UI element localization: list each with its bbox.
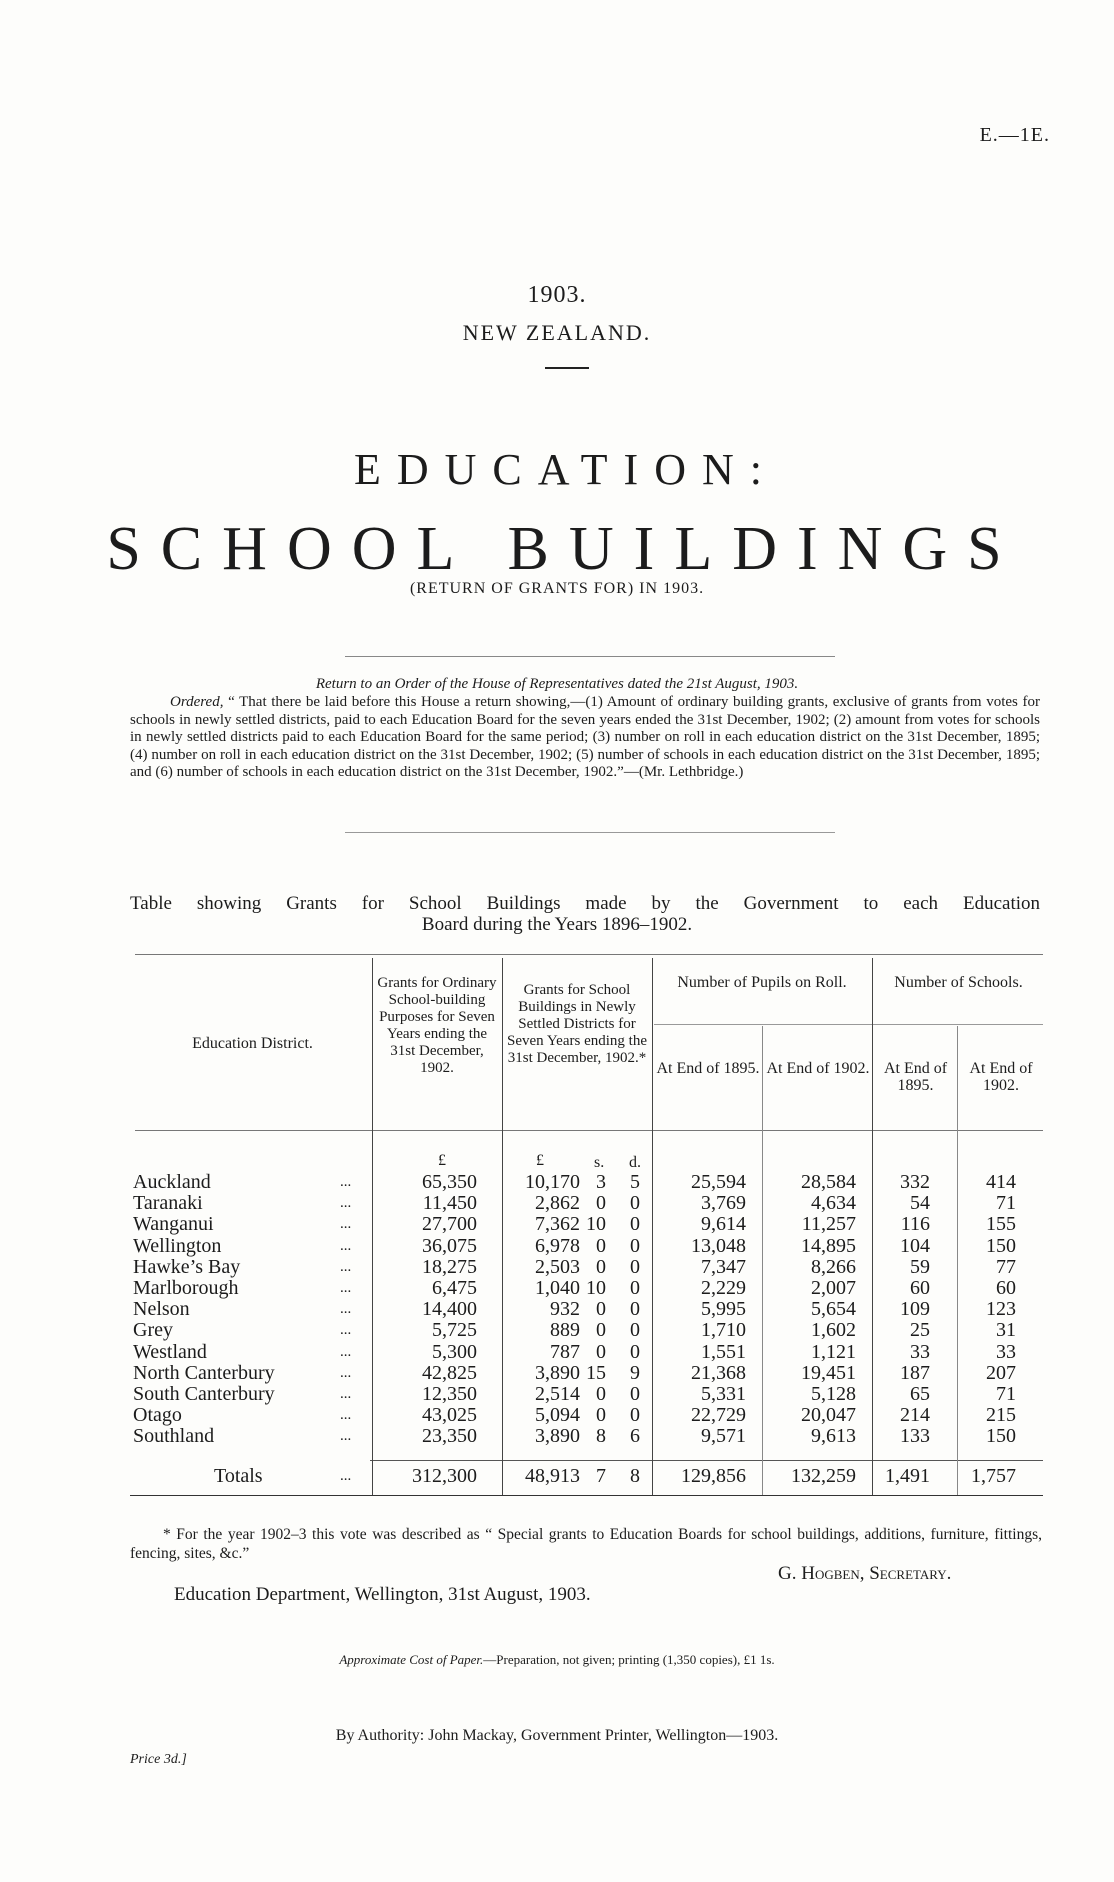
cost-line — [0, 1652, 1114, 1668]
total-ordinary: 312,300 — [412, 1465, 477, 1487]
cell-pounds: 5,094 — [535, 1404, 580, 1427]
cell-s1895: 133 — [900, 1425, 930, 1448]
cell-p1902: 4,634 — [811, 1192, 856, 1215]
row-district: Nelson — [133, 1298, 190, 1321]
row-district: Southland — [133, 1425, 215, 1448]
cell-p1902: 14,895 — [801, 1234, 856, 1257]
ordered-label: Ordered, — [170, 694, 224, 710]
header-schools-1895: At End of 1895. — [883, 1060, 948, 1094]
cell-d: 0 — [630, 1277, 640, 1299]
row-district: Hawke’s Bay — [133, 1255, 241, 1278]
cell-p1895: 3,769 — [701, 1192, 746, 1215]
row-leader-dots: ... — [340, 1407, 352, 1424]
cell-d: 0 — [630, 1340, 640, 1363]
cell-ordinary: 65,350 — [422, 1171, 477, 1193]
unit-pound-1: £ — [438, 1152, 446, 1169]
cell-p1895: 5,995 — [701, 1298, 746, 1321]
ordered-paragraph — [130, 694, 1040, 782]
header-sub-rule — [654, 1024, 1043, 1025]
cell-p1895: 13,048 — [691, 1234, 746, 1257]
row-leader-dots: ... — [340, 1386, 352, 1402]
total-s: 7 — [596, 1465, 606, 1487]
cell-ordinary: 43,025 — [422, 1404, 477, 1427]
subtitle: (RETURN OF GRANTS FOR) IN 1903. — [409, 580, 705, 597]
header-schools: Number of Schools. — [894, 974, 1023, 991]
cell-d: 5 — [630, 1171, 640, 1193]
cell-s1895: 33 — [910, 1340, 930, 1363]
cell-ordinary: 5,725 — [432, 1319, 477, 1342]
cell-p1902: 8,266 — [811, 1255, 856, 1278]
table-title-line1: Table showing Grants for School Buildings made by the Government to each Education — [130, 893, 1040, 914]
header-pupils-1895: At End of 1895. — [656, 1060, 760, 1077]
cell-p1902: 1,121 — [811, 1340, 856, 1363]
cell-pounds: 2,514 — [535, 1383, 580, 1405]
cell-d: 0 — [630, 1213, 640, 1236]
footnote: * For the year 1902–3 this vote was described as “ Special grants to Education Boards for school buildings, additions, furniture, fittings, fencing, sites, &c.” — [130, 1526, 1042, 1562]
cell-ordinary: 18,275 — [422, 1255, 477, 1278]
header-pupils-1902: At End of 1902. — [766, 1060, 870, 1077]
cell-s: 0 — [596, 1298, 606, 1321]
cell-s: 8 — [596, 1425, 606, 1448]
totals-leader-dots: ... — [340, 1468, 352, 1484]
cell-p1895: 9,614 — [701, 1213, 746, 1236]
header-ordinary: Grants for Ordinary School-building Purposes for Seven Years ending the 31st December, 1902. — [377, 975, 497, 1076]
cell-pounds: 2,862 — [535, 1192, 580, 1215]
cell-s1902: 123 — [986, 1298, 1016, 1321]
row-district: Wellington — [133, 1234, 222, 1257]
cell-d: 0 — [630, 1192, 640, 1215]
row-district: North Canterbury — [133, 1361, 275, 1384]
cell-s: 10 — [586, 1213, 606, 1236]
divider-rule-2 — [345, 832, 835, 833]
cell-s1902: 60 — [996, 1277, 1016, 1299]
cell-s1902: 77 — [996, 1255, 1016, 1278]
cell-s1902: 215 — [986, 1404, 1016, 1427]
title-school-buildings: SCHOOL BUILDINGS — [106, 515, 1022, 583]
cell-ordinary: 6,475 — [432, 1277, 477, 1299]
totals-top-rule — [370, 1460, 1043, 1461]
divider-rule — [345, 656, 835, 657]
cell-p1895: 1,551 — [701, 1340, 746, 1363]
cell-d: 9 — [630, 1361, 640, 1384]
ordered-text: “ That there be laid before this House a return showing,—(1) Amount of ordinary building grants, exclusive of grants from votes for schools in newly settled districts, paid to each Education Board for the seven years ended the 31st December, 1902; (2) amount from votes for schools in newly settled districts paid to each Education Board for the same period; (3) number on roll in each education district on the 31st December, 1895; (4) number on roll in each education district on the 31st December, 1902; (5) number of schools in each education district on the 31st December, 1895; and (6) number of schools in each education district on the 31st December, 1902.”—(Mr. Lethbridge.) — [130, 694, 1041, 780]
total-pounds: 48,913 — [525, 1465, 580, 1487]
cell-d: 0 — [630, 1319, 640, 1342]
total-d: 8 — [630, 1465, 640, 1487]
cell-s1895: 104 — [900, 1234, 930, 1257]
cell-p1902: 11,257 — [801, 1213, 856, 1236]
cell-s1895: 65 — [910, 1383, 930, 1405]
header-pupils: Number of Pupils on Roll. — [677, 974, 847, 991]
unit-pence: d. — [629, 1154, 641, 1171]
cell-p1895: 5,331 — [701, 1383, 746, 1405]
cell-pounds: 2,503 — [535, 1255, 580, 1278]
cell-pounds: 1,040 — [535, 1277, 580, 1299]
cell-pounds: 3,890 — [535, 1425, 580, 1448]
cell-s1895: 109 — [900, 1298, 930, 1321]
year: 1903. — [527, 282, 587, 308]
cell-p1902: 20,047 — [801, 1404, 856, 1427]
cell-p1895: 7,347 — [701, 1255, 746, 1278]
cell-pounds: 3,890 — [535, 1361, 580, 1384]
cell-s1895: 332 — [900, 1171, 930, 1193]
cell-s1902: 33 — [996, 1340, 1016, 1363]
cell-ordinary: 11,450 — [422, 1192, 477, 1215]
row-leader-dots: ... — [340, 1343, 352, 1360]
cell-ordinary: 14,400 — [422, 1298, 477, 1321]
cell-p1902: 2,007 — [811, 1277, 856, 1299]
cell-s1895: 116 — [900, 1213, 930, 1236]
cell-s1895: 60 — [910, 1277, 930, 1299]
cell-p1895: 1,710 — [701, 1319, 746, 1342]
row-district: Grey — [133, 1319, 173, 1342]
cell-s: 0 — [596, 1340, 606, 1363]
cell-pounds: 6,978 — [535, 1234, 580, 1257]
total-p1895: 129,856 — [681, 1465, 746, 1487]
totals-bottom-rule — [130, 1495, 1043, 1496]
cell-p1902: 19,451 — [801, 1361, 856, 1384]
col-divider-1 — [372, 958, 373, 1495]
cell-d: 6 — [630, 1425, 640, 1448]
cell-p1895: 22,729 — [691, 1404, 746, 1427]
cell-p1895: 25,594 — [691, 1171, 746, 1193]
cell-s1895: 25 — [910, 1319, 930, 1342]
department-line: Education Department, Wellington, 31st August, 1903. — [174, 1584, 591, 1605]
cell-s1902: 150 — [986, 1425, 1016, 1448]
cell-d: 0 — [630, 1298, 640, 1321]
cell-s: 3 — [596, 1171, 606, 1193]
cell-s: 0 — [596, 1192, 606, 1215]
cell-pounds: 932 — [550, 1298, 580, 1321]
cost-label: Approximate Cost of Paper. — [339, 1652, 484, 1667]
row-leader-dots: ... — [340, 1237, 352, 1254]
cell-p1895: 2,229 — [701, 1277, 746, 1299]
cell-d: 0 — [630, 1404, 640, 1427]
header-schools-1902: At End of 1902. — [969, 1060, 1033, 1094]
table-top-rule — [135, 954, 1043, 955]
cell-s1902: 414 — [986, 1171, 1016, 1193]
cell-ordinary: 36,075 — [422, 1234, 477, 1257]
row-leader-dots: ... — [340, 1258, 352, 1275]
cell-s1895: 54 — [910, 1192, 930, 1215]
total-p1902: 132,259 — [791, 1465, 856, 1487]
total-s1895: 1,491 — [885, 1465, 930, 1487]
cell-s1895: 214 — [900, 1404, 930, 1427]
cell-s: 0 — [596, 1234, 606, 1257]
cell-d: 0 — [630, 1234, 640, 1257]
country: NEW ZEALAND. — [462, 320, 652, 345]
row-district: Wanganui — [133, 1213, 214, 1236]
page-reference: E.—1E. — [979, 124, 1050, 146]
cell-pounds: 7,362 — [535, 1213, 580, 1236]
cell-d: 0 — [630, 1255, 640, 1278]
unit-pound-2: £ — [536, 1152, 544, 1169]
cell-p1902: 28,584 — [801, 1171, 856, 1193]
table-title-line2: Board during the Years 1896–1902. — [421, 914, 693, 935]
cell-s1902: 71 — [996, 1192, 1016, 1215]
row-leader-dots: ... — [340, 1216, 352, 1233]
cell-s1902: 207 — [986, 1361, 1016, 1384]
row-district: Auckland — [133, 1171, 211, 1193]
cell-pounds: 10,170 — [525, 1171, 580, 1193]
row-district: Taranaki — [133, 1192, 203, 1215]
row-district: South Canterbury — [133, 1383, 275, 1405]
cell-s1902: 150 — [986, 1234, 1016, 1257]
row-district: Marlborough — [133, 1277, 239, 1299]
short-divider — [545, 367, 589, 369]
total-s1902: 1,757 — [971, 1465, 1016, 1487]
cell-s1902: 31 — [996, 1319, 1016, 1342]
row-leader-dots: ... — [340, 1280, 352, 1296]
row-leader-dots: ... — [340, 1322, 352, 1339]
cell-ordinary: 42,825 — [422, 1361, 477, 1384]
cell-p1902: 5,128 — [811, 1383, 856, 1405]
cell-ordinary: 23,350 — [422, 1425, 477, 1448]
header-newly-settled: Grants for School Buildings in Newly Settled Districts for Seven Years ending the 31st December, 1902.* — [507, 982, 647, 1066]
cell-pounds: 787 — [550, 1340, 580, 1363]
row-leader-dots: ... — [340, 1195, 352, 1212]
unit-shillings: s. — [594, 1154, 605, 1171]
header-district: Education District. — [192, 1035, 313, 1052]
cell-pounds: 889 — [550, 1319, 580, 1342]
cell-s: 0 — [596, 1319, 606, 1342]
cell-s: 0 — [596, 1383, 606, 1405]
cell-p1902: 5,654 — [811, 1298, 856, 1321]
cell-s1902: 71 — [996, 1383, 1016, 1405]
row-leader-dots: ... — [340, 1301, 352, 1318]
cell-p1895: 9,571 — [701, 1425, 746, 1448]
cell-s: 15 — [586, 1361, 606, 1384]
title-education: EDUCATION: — [354, 445, 778, 494]
cell-s: 0 — [596, 1404, 606, 1427]
row-leader-dots: ... — [340, 1428, 352, 1445]
cell-s1895: 187 — [900, 1361, 930, 1384]
totals-label: Totals — [214, 1465, 263, 1487]
cell-s1895: 59 — [910, 1255, 930, 1278]
cell-p1895: 21,368 — [691, 1361, 746, 1384]
cell-s: 10 — [586, 1277, 606, 1299]
row-district: Otago — [133, 1404, 182, 1427]
signature: G. Hogben, Secretary. — [778, 1563, 952, 1584]
return-line: Return to an Order of the House of Representatives dated the 21st August, 1903. — [315, 676, 799, 692]
price: Price 3d.] — [130, 1752, 187, 1767]
row-leader-dots: ... — [340, 1174, 352, 1190]
row-leader-dots: ... — [340, 1364, 352, 1381]
cell-p1902: 1,602 — [811, 1319, 856, 1342]
cell-d: 0 — [630, 1383, 640, 1405]
row-district: Westland — [133, 1340, 207, 1363]
cost-text: —Preparation, not given; printing (1,350 copies), £1 1s. — [483, 1652, 775, 1667]
cell-s: 0 — [596, 1255, 606, 1278]
header-bottom-rule — [135, 1130, 1043, 1131]
authority-line: By Authority: John Mackay, Government Printer, Wellington—1903. — [335, 1727, 779, 1744]
cell-ordinary: 27,700 — [422, 1213, 477, 1236]
cell-ordinary: 12,350 — [422, 1383, 477, 1405]
cell-s1902: 155 — [986, 1213, 1016, 1236]
cell-p1902: 9,613 — [811, 1425, 856, 1448]
cell-ordinary: 5,300 — [432, 1340, 477, 1363]
